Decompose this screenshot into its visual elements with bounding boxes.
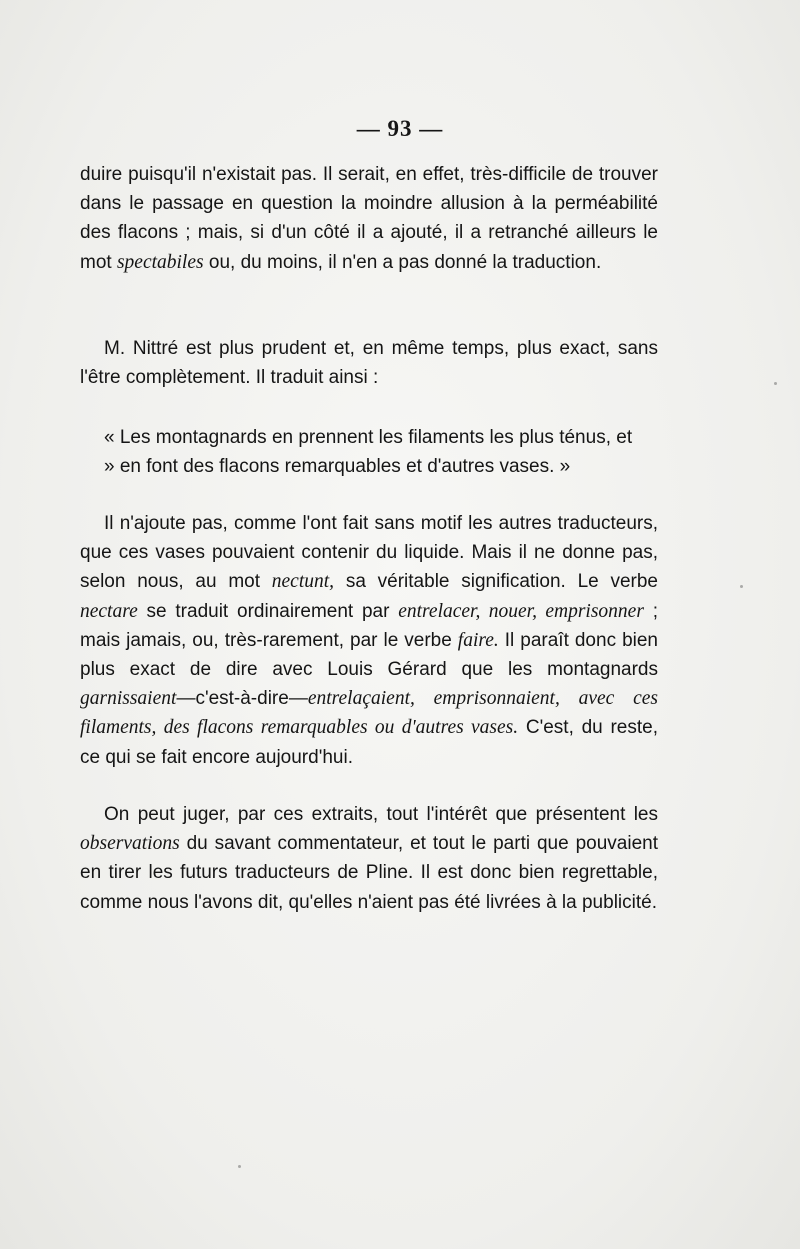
paper-speck: [774, 382, 777, 385]
paper-speck: [238, 1165, 241, 1168]
italic-term: nectunt,: [271, 571, 335, 593]
paragraph-2: [80, 334, 658, 392]
text-run: sa véritable signification. Le verbe: [334, 571, 658, 593]
text-run: ou, du moins, il n'en a pas donné la traduction.: [203, 251, 602, 273]
italic-term: spectabiles: [116, 251, 204, 273]
quote-line-2: » en font des flacons remarquables et d'autres vases. »: [104, 456, 571, 478]
text-run: M. Nittré est plus prudent et, en même temps, plus exact, sans l'être complètement. Il traduit ainsi :: [80, 338, 658, 389]
text-run: duire puisqu'il n'existait pas. Il serait, en effet, très-difficile de trouver dans le passage en question la moindre allusion à la perméabilité des flacons ; mais, si d'un côté il a ajouté, il a retranché ailleurs le mot: [80, 164, 658, 273]
text-run: On peut juger, par ces extraits, tout l'intérêt que présentent les: [104, 804, 658, 825]
text-run: Il paraît donc bien plus exact de dire avec Louis Gérard que les montagnards: [80, 629, 658, 681]
text-run: Il n'ajoute pas, comme l'ont fait sans motif les autres traducteurs, que ces vases pouvaient contenir du liquide. Mais il ne donne pas, selon nous, au mot: [80, 513, 658, 593]
italic-term: nectare: [80, 600, 138, 622]
text-run: ; mais jamais, ou, très-rarement, par le verbe: [80, 600, 658, 651]
text-run: du savant commentateur, et tout le parti que pouvaient en tirer les futurs traducteurs de Pline. Il est donc bien regrettable, comme nous l'avons dit, qu'elles n'aient pas été livrées à la publicité.: [80, 833, 658, 913]
paragraph-1: [80, 160, 658, 277]
italic-term: garnissaient: [80, 688, 177, 710]
text-run: C'est, du reste, ce qui se fait encore aujourd'hui.: [80, 717, 658, 768]
page-number: — 93 —: [356, 116, 444, 141]
italic-term: entrelaçaient, emprisonnaient, avec ces filaments, des flacons remarquables ou d'autres vases.: [80, 688, 658, 739]
paragraph-4: [80, 509, 658, 772]
quotation: [80, 423, 658, 481]
paragraph-5: [80, 800, 658, 917]
text-run: se traduit ordinairement par: [137, 600, 399, 622]
quote-line-1: « Les montagnards en prennent les filaments les plus ténus, et: [104, 427, 633, 448]
italic-term: observations: [80, 833, 180, 855]
paper-speck: [740, 585, 743, 588]
italic-term: faire.: [457, 629, 499, 651]
text-run: —c'est-à-dire—: [176, 688, 308, 710]
italic-term: entrelacer, nouer, emprisonner: [398, 600, 644, 622]
